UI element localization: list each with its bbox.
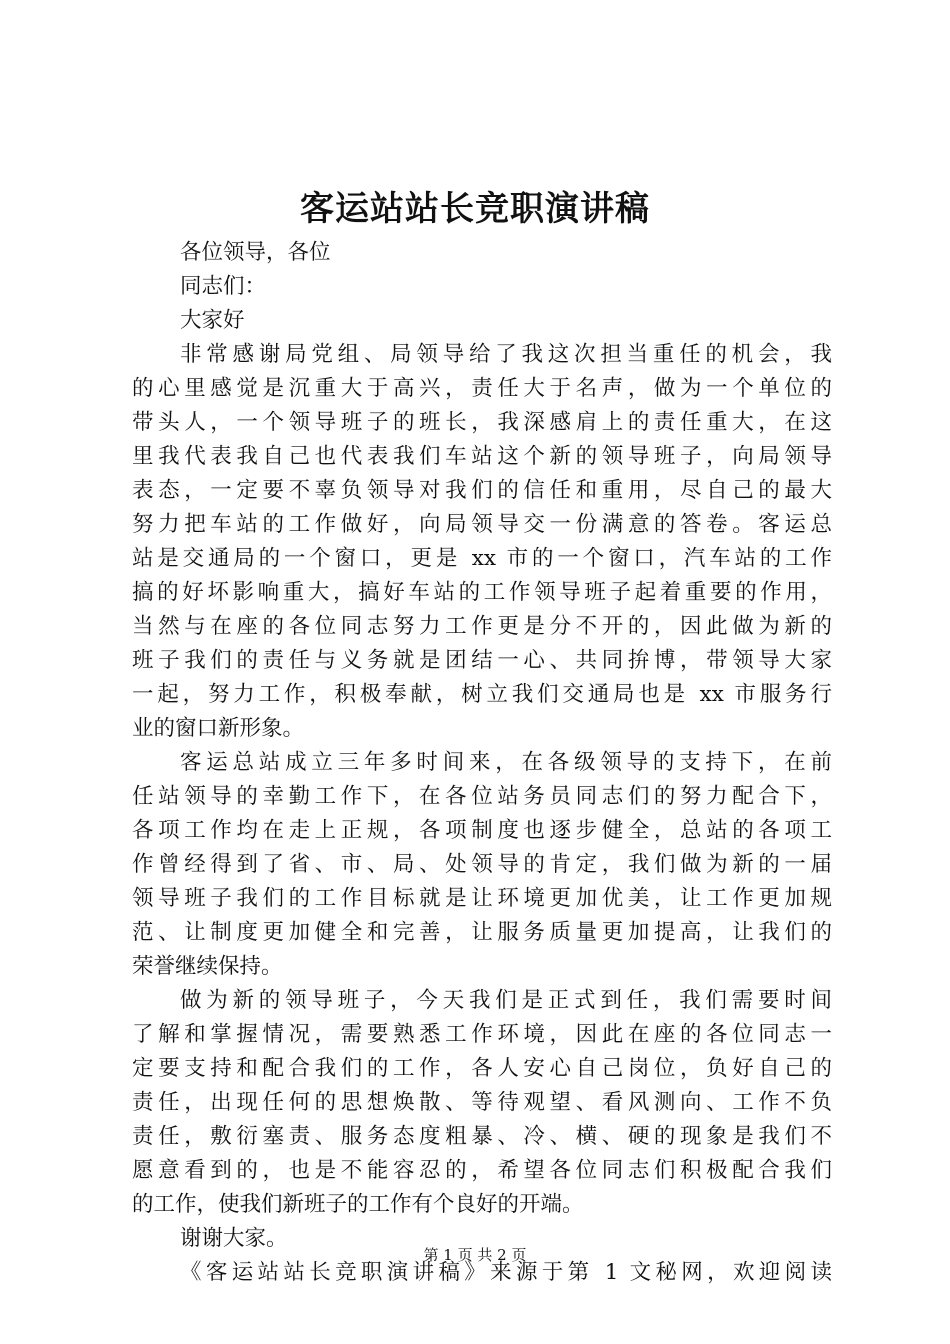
body-line: 责任，敷衍塞责、服务态度粗暴、冷、横、硬的现象是我们不 [132,1124,832,1149]
body-line: 做为新的领导班子，今天我们是正式到任，我们需要时间 [180,988,832,1013]
body-line: 一起，努力工作，积极奉献，树立我们交通局也是 xx 市服务行 [132,682,832,707]
body-line: 努力把车站的工作做好，向局领导交一份满意的答卷。客运总 [132,512,832,537]
body-line: 各位领导，各位 [180,240,331,265]
body-line: 班子我们的责任与义务就是团结一心、共同拚博，带领导大家 [132,648,832,673]
body-line: 《客运站站长竞职演讲稿》来源于第 1 文秘网，欢迎阅读 [180,1260,832,1285]
body-line: 范、让制度更加健全和完善，让服务质量更加提高，让我们的 [132,920,832,945]
body-line: 表态，一定要不辜负领导对我们的信任和重用，尽自己的最大 [132,478,832,503]
body-line: 客运总站成立三年多时间来，在各级领导的支持下，在前 [180,750,832,775]
body-line: 作曾经得到了省、市、局、处领导的肯定，我们做为新的一届 [132,852,832,877]
body-line: 愿意看到的，也是不能容忍的，希望各位同志们积极配合我们 [132,1158,832,1183]
body-line: 搞的好坏影响重大，搞好车站的工作领导班子起着重要的作用， [132,580,832,605]
body-line: 责任，出现任何的思想焕散、等待观望、看风测向、工作不负 [132,1090,832,1115]
document-body [132,236,832,1290]
body-line: 业的窗口新形象。 [132,716,305,741]
body-line: 各项工作均在走上正规，各项制度也逐步健全，总站的各项工 [132,818,832,843]
body-line: 领导班子我们的工作目标就是让环境更加优美，让工作更加规 [132,886,832,911]
body-line: 的工作，使我们新班子的工作有个良好的开端。 [132,1192,584,1217]
body-line: 任站领导的幸勤工作下，在各位站务员同志们的努力配合下， [132,784,832,809]
body-line: 非常感谢局党组、局领导给了我这次担当重任的机会，我 [180,342,832,367]
page-footer: 第 1 页 共 2 页 [423,1246,527,1264]
body-line: 站是交通局的一个窗口，更是 xx 市的一个窗口，汽车站的工作 [132,546,832,571]
body-line: 了解和掌握情况，需要熟悉工作环境，因此在座的各位同志一 [132,1022,832,1047]
body-line: 同志们： [180,274,267,299]
body-line: 当然与在座的各位同志努力工作更是分不开的，因此做为新的 [132,614,832,639]
body-line: 大家好 [180,308,245,333]
body-line: 里我代表我自己也代表我们车站这个新的领导班子，向局领导 [132,444,832,469]
body-line: 定要支持和配合我们的工作，各人安心自己岗位，负好自己的 [132,1056,832,1081]
body-line: 荣誉继续保持。 [132,954,283,979]
body-line: 带头人，一个领导班子的班长，我深感肩上的责任重大，在这 [132,410,832,435]
body-line: 谢谢大家。 [180,1226,288,1251]
document-title: 客运站站长竞职演讲稿 [300,189,650,229]
body-line: 的心里感觉是沉重大于高兴，责任大于名声，做为一个单位的 [132,376,832,401]
